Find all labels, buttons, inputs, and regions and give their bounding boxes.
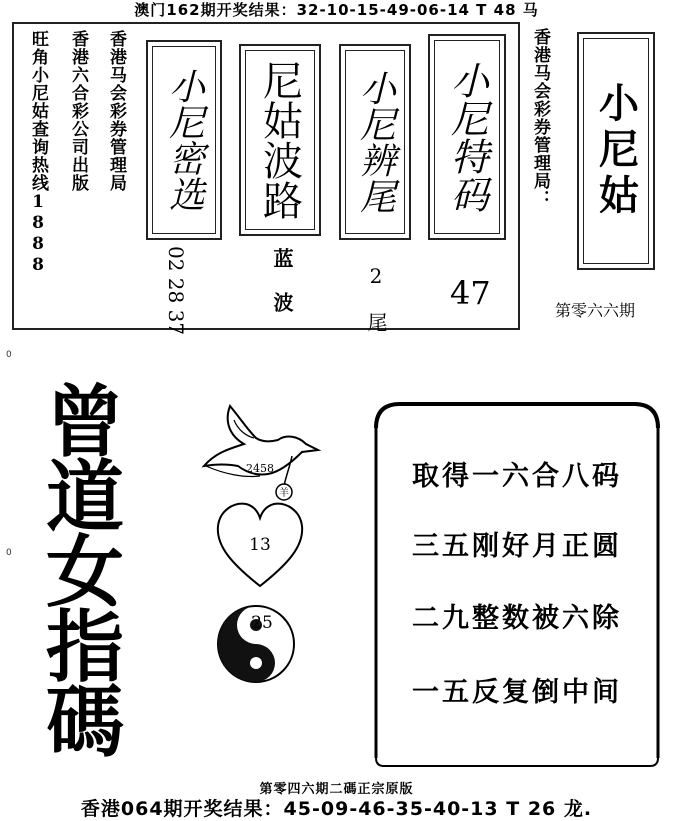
box-tail-pick-title: 小尼辨尾 bbox=[354, 70, 396, 214]
caption: 第零四六期二碼正宗原版 bbox=[259, 782, 414, 797]
tail-pick-value: 2 尾 bbox=[364, 264, 388, 332]
big-title-char: 碼 bbox=[45, 678, 124, 768]
secret-pick-value: 02 28 37 bbox=[164, 246, 188, 336]
box-wave-path-title: 尼姑波路 bbox=[256, 60, 303, 220]
poem-line: 取得一六合八码 bbox=[412, 461, 622, 492]
name-box bbox=[577, 32, 655, 270]
box-wave-path bbox=[239, 44, 321, 236]
poem-line: 一五反复倒中间 bbox=[412, 677, 622, 708]
special-code-value: 47 bbox=[450, 274, 491, 312]
heart-icon bbox=[212, 498, 308, 590]
box-special-code-title: 小尼特码 bbox=[444, 61, 489, 213]
box-secret-pick bbox=[146, 40, 222, 240]
dove-number: 2458 bbox=[246, 462, 274, 475]
poem-line: 二九整数被六除 bbox=[412, 603, 622, 634]
name-box-title: 小尼姑 bbox=[592, 82, 640, 220]
publisher-text: 香港六合彩公司出版 bbox=[68, 30, 88, 192]
dove-tag-text: 羊 bbox=[279, 488, 289, 499]
bureau-right-text: 香港马会彩券管理局： bbox=[530, 28, 550, 208]
macau-result-line: 澳门162期开奖结果：32-10-15-49-06-14 T 48 马 bbox=[134, 1, 539, 19]
box-special-code bbox=[428, 34, 506, 240]
issue-label: 第零六六期 bbox=[555, 301, 636, 320]
bureau-left-text: 香港马会彩券管理局 bbox=[106, 30, 126, 192]
big-title bbox=[30, 378, 140, 768]
dove-icon bbox=[194, 400, 324, 510]
yin-yang-icon bbox=[214, 604, 298, 684]
hotline-text: 旺角小尼姑查询热线1888 bbox=[28, 30, 48, 276]
margin-mark-2: 0 bbox=[6, 548, 12, 558]
wave-path-value: 蓝 波 bbox=[270, 248, 294, 312]
poem-line: 三五刚好月正圆 bbox=[412, 531, 622, 562]
box-tail-pick bbox=[339, 44, 411, 240]
box-secret-pick-title: 小尼密选 bbox=[163, 68, 205, 212]
yin-yang-number: 25 bbox=[251, 613, 273, 633]
big-title-char: 女 bbox=[45, 528, 124, 618]
big-title-char: 曾 bbox=[45, 378, 124, 468]
big-title-char: 道 bbox=[45, 453, 124, 543]
margin-mark-1: 0 bbox=[6, 350, 12, 360]
big-title-char: 指 bbox=[45, 603, 124, 693]
heart-number: 13 bbox=[249, 535, 271, 555]
hk-result-line: 香港064期开奖结果：45-09-46-35-40-13 T 26 龙. bbox=[80, 798, 593, 820]
